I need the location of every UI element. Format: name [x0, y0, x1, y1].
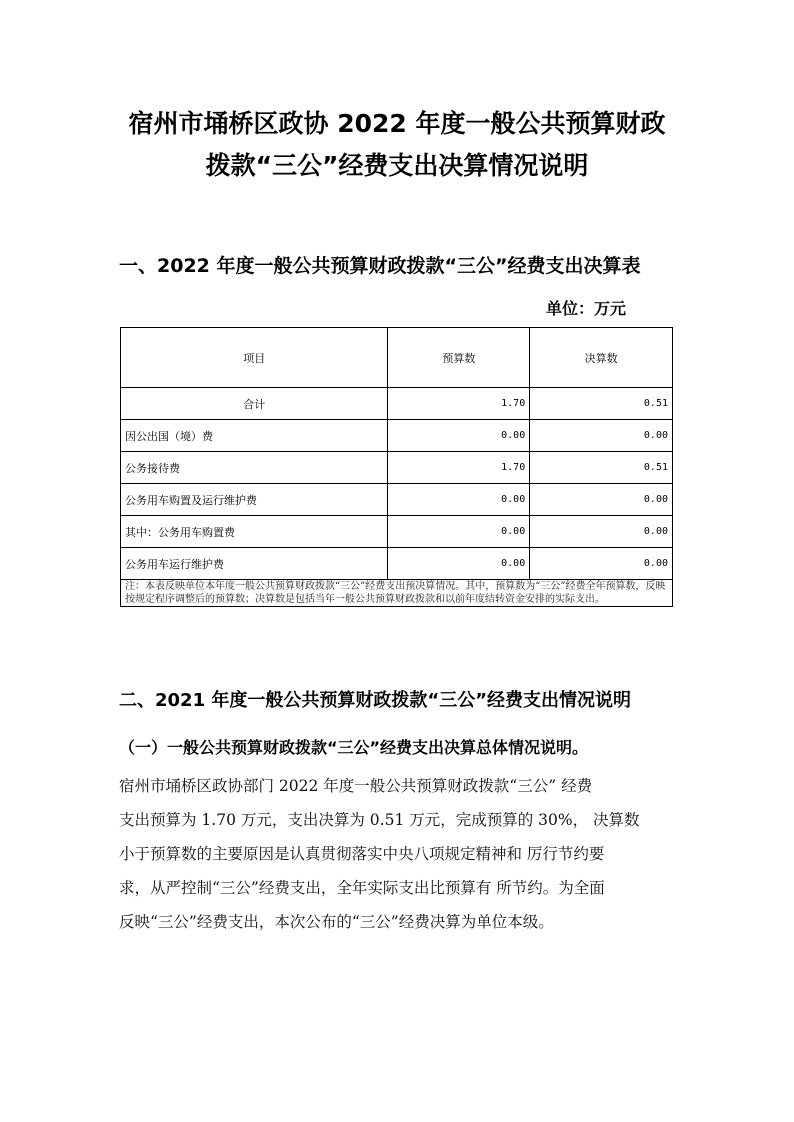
paragraph-line: 小于预算数的主要原因是认真贯彻落实中央八项规定精神和 厉行节约要 — [119, 845, 605, 863]
row-actual: 0.00 — [530, 420, 673, 452]
row-actual: 0.51 — [530, 388, 673, 420]
table-row — [121, 516, 673, 548]
budget-table — [120, 327, 673, 607]
table-row — [121, 548, 673, 580]
row-actual: 0.51 — [530, 452, 673, 484]
section2-subheading: （一）一般公共预算财政拨款“三公”经费支出决算总体情况说明。 — [119, 738, 589, 757]
header-item: 项目 — [121, 328, 388, 388]
row-actual: 0.00 — [530, 516, 673, 548]
header-budget: 预算数 — [388, 328, 530, 388]
table-note-row — [121, 580, 673, 607]
document-title-line2: 拨款“三公”经费支出决算情况说明 — [205, 151, 589, 180]
table-row — [121, 452, 673, 484]
row-label: 其中：公务用车购置费 — [121, 516, 388, 548]
row-budget: 0.00 — [388, 484, 530, 516]
paragraph-line: 宿州市埇桥区政协部门 2022 年度一般公共预算财政拨款“三公” 经费 — [119, 777, 593, 795]
row-label: 因公出国（境）费 — [121, 420, 388, 452]
table-row — [121, 484, 673, 516]
table-row — [121, 388, 673, 420]
row-label: 合计 — [121, 388, 388, 420]
unit-label: 单位：万元 — [546, 299, 627, 318]
row-actual: 0.00 — [530, 548, 673, 580]
section2-paragraph — [119, 769, 679, 939]
table-header-row — [121, 328, 673, 388]
row-label: 公务用车运行维护费 — [121, 548, 388, 580]
paragraph-line: 反映“三公”经费支出，本次公布的“三公”经费决算为单位本级。 — [119, 913, 554, 931]
header-actual: 决算数 — [530, 328, 673, 388]
table-row — [121, 420, 673, 452]
row-label: 公务接待费 — [121, 452, 388, 484]
section1-heading: 一、2022 年度一般公共预算财政拨款“三公”经费支出决算表 — [119, 255, 641, 277]
row-label: 公务用车购置及运行维护费 — [121, 484, 388, 516]
paragraph-line: 支出预算为 1.70 万元，支出决算为 0.51 万元，完成预算的 30%， 决算数 — [119, 811, 640, 829]
row-actual: 0.00 — [530, 484, 673, 516]
table-note: 注：本表反映单位本年度一般公共预算财政拨款“三公”经费支出预决算情况。其中，预算数为“三公”经费全年预算数，反映按规定程序调整后的预算数；决算数是包括当年一般公共预算财政拨款和以前年度结转资金安排的实际支出。 — [121, 580, 673, 607]
row-budget: 0.00 — [388, 548, 530, 580]
paragraph-line: 求，从严控制“三公”经费支出，全年实际支出比预算有 所节约。为全面 — [119, 879, 605, 897]
row-budget: 1.70 — [388, 452, 530, 484]
document-title-line1: 宿州市埇桥区政协 2022 年度一般公共预算财政 — [128, 109, 666, 138]
section2-heading: 二、2021 年度一般公共预算财政拨款“三公”经费支出情况说明 — [119, 690, 632, 711]
row-budget: 1.70 — [388, 388, 530, 420]
row-budget: 0.00 — [388, 516, 530, 548]
row-budget: 0.00 — [388, 420, 530, 452]
